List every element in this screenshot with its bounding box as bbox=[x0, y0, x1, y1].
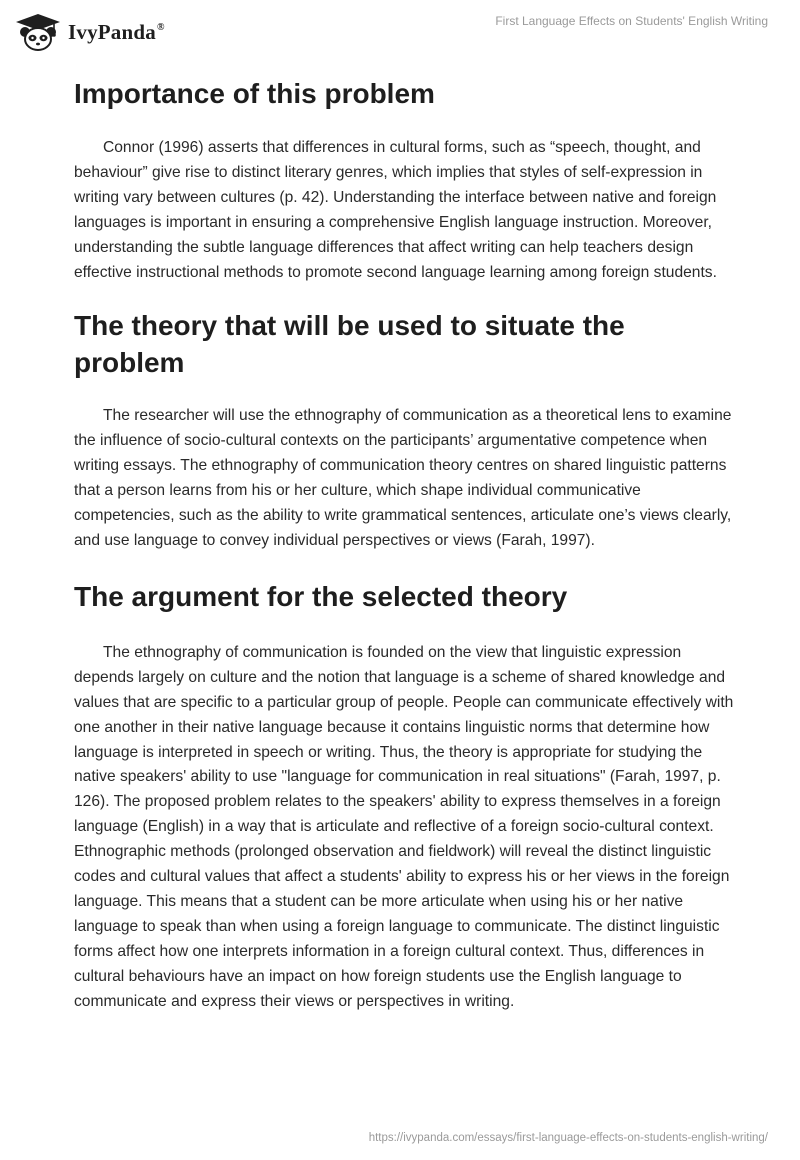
section-paragraph-theory: The researcher will use the ethnography of communication as a theoretical lens to examine the influence of socio-cultural contexts on the participants’ argumentative competence when writing essays. The ethnography of communication theory centres on shared linguistic patterns that a person learns from his or her culture, which shape individual communicative competencies, such as the ability to write grammatical sentences, articulate one’s views clearly, and use language to convey individual perspectives or views (Farah, 1997). bbox=[74, 407, 732, 549]
registered-mark: ® bbox=[156, 21, 165, 33]
panda-graduate-icon bbox=[14, 12, 62, 52]
section-paragraph-importance: Connor (1996) asserts that differences in cultural forms, such as “speech, thought, and behaviour” give rise to distinct literary genres, which implies that styles of self-expression in writing vary between cultures (p. 42). Understanding the interface between native and foreign languages is important in ensuring a comprehensive English language instruction. Moreover, understanding the subtle language differences that affect writing can help teachers design effective instructional methods to promote second language learning among foreign students. bbox=[74, 139, 717, 281]
source-url[interactable]: https://ivypanda.com/essays/first-language-effects-on-students-english-writing/ bbox=[368, 1132, 768, 1144]
section-paragraph-argument: The ethnography of communication is founded on the view that linguistic expression depends largely on culture and the notion that language is a scheme of shared knowledge and values that are specific to a particular group of people. People can communicate effectively with one another in their native language because it contains linguistic norms that determine how language is interpreted in speech or writing. Thus, the theory is appropriate for studying the native speakers' ability to use "language for communication in real situations" (Farah, 1997, p. 126). The proposed problem relates to the speakers' ability to express themselves in a foreign language (English) in a way that is articulate and reflective of a foreign socio-cultural context. Ethnographic methods (prolonged observation and fieldwork) will reveal the distinct linguistic codes and cultural values that affect a students' ability to express his or her views in the foreign language. This means that a student can be more articulate when using his or her native language to speak than when using a foreign language to communicate. The distinct linguistic forms affect how one interprets information in a foreign cultural context. Thus, differences in cultural behaviours have an impact on how foreign students use the English language to communicate and express their views or perspectives in writing. bbox=[74, 643, 734, 1010]
essay-body bbox=[74, 72, 734, 1014]
page-header bbox=[0, 0, 800, 64]
section-heading-importance: Importance of this problem bbox=[74, 78, 435, 109]
running-title: First Language Effects on Students' English Writing bbox=[495, 14, 768, 28]
section-heading-theory: The theory that will be used to situate the problem bbox=[74, 310, 625, 379]
brand-name: IvyPanda® bbox=[68, 19, 165, 44]
section-heading-argument: The argument for the selected theory bbox=[74, 580, 568, 612]
brand-logo[interactable] bbox=[14, 12, 165, 52]
